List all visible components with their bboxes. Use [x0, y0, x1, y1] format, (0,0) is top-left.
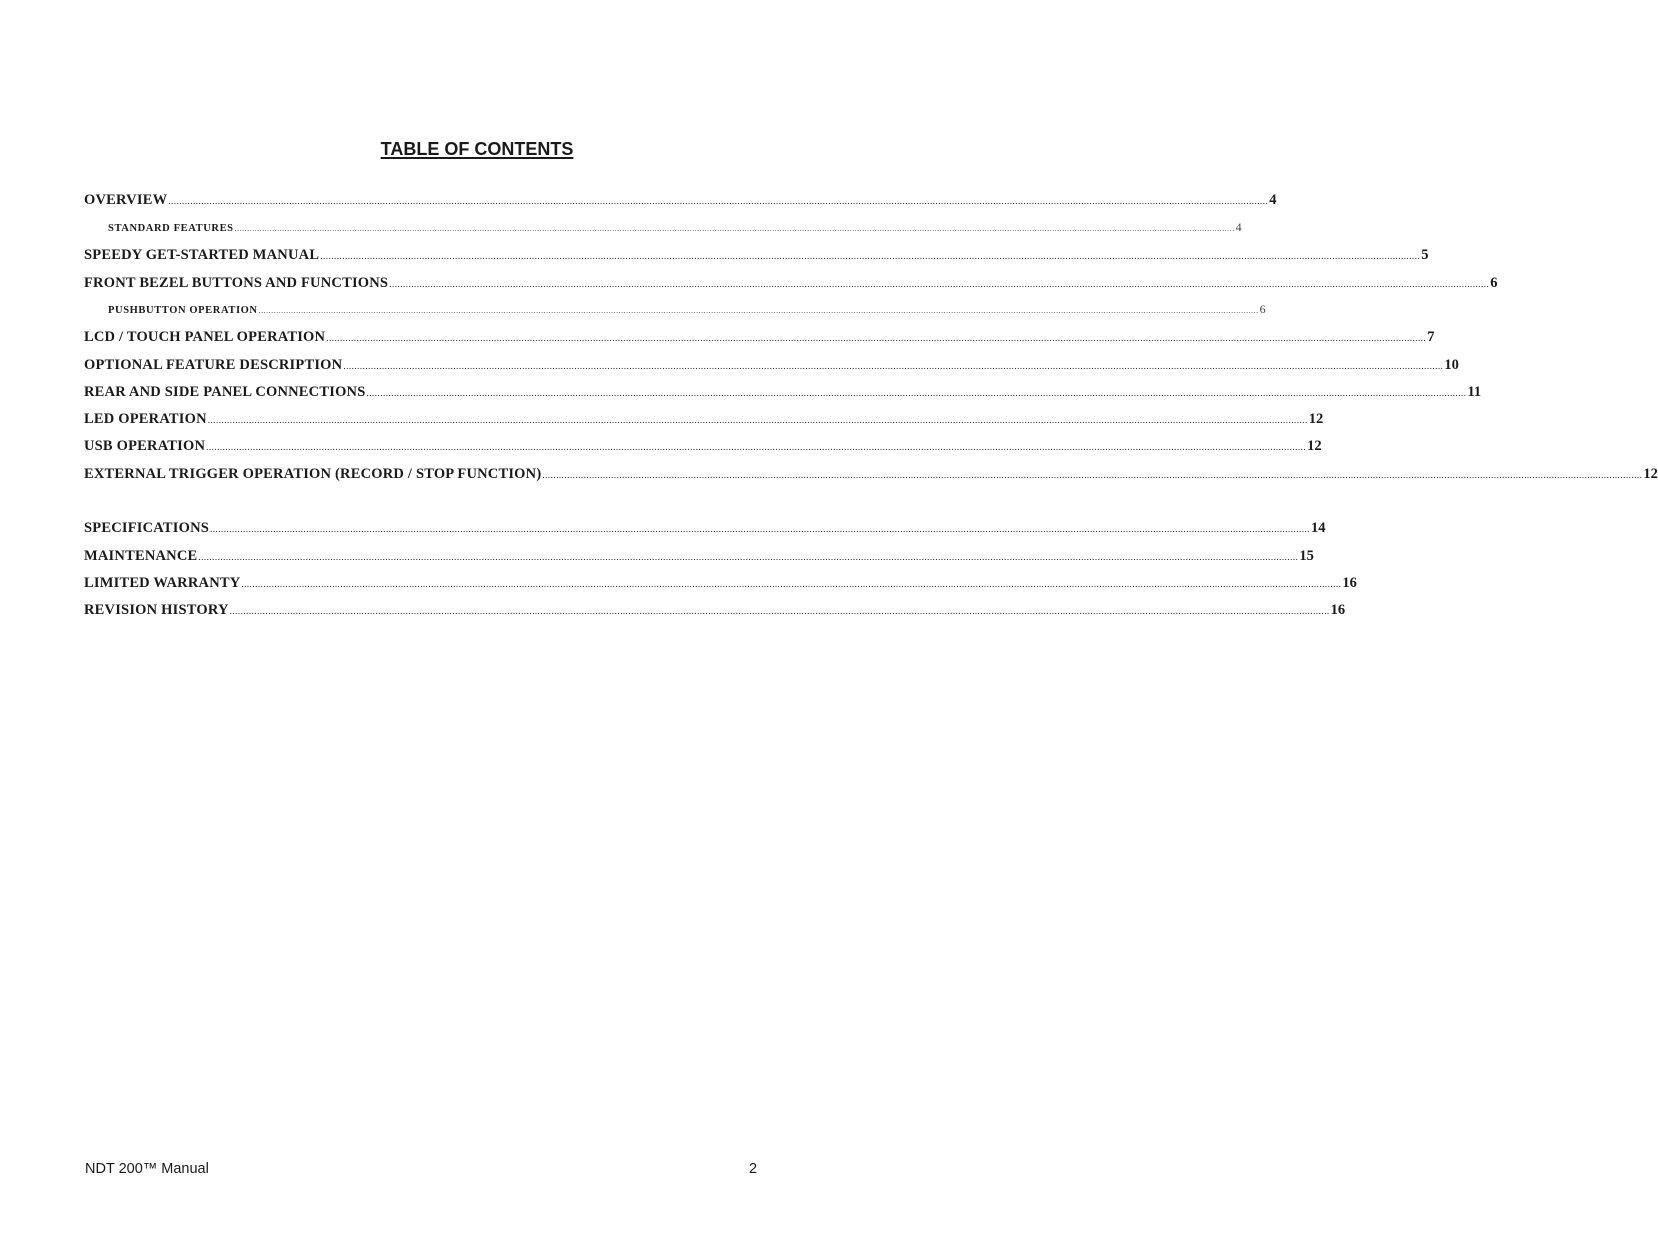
toc-entry-led-operation[interactable] — [84, 411, 1324, 431]
dot-leader: ................................................................................................................................................................................................................................................................................................................................................................................................................ — [198, 552, 1299, 562]
toc-entry-page: 16 — [1342, 575, 1357, 591]
toc-entry-front-bezel[interactable] — [84, 275, 1498, 295]
toc-entry-page: 11 — [1467, 384, 1482, 400]
toc-entry-usb-operation[interactable] — [84, 438, 1322, 458]
toc-entry-label: SPECIFICATIONS — [84, 520, 210, 536]
dot-leader: ................................................................................................................................................................................................................................................................................................................................................................................................................ — [320, 251, 1421, 261]
dot-leader: ................................................................................................................................................................................................................................................................................................................................................................................................................ — [206, 442, 1307, 452]
toc-entry-label: EXTERNAL TRIGGER OPERATION (RECORD / STOP FUNCTION) — [84, 466, 542, 482]
toc-entry-label: SPEEDY GET-STARTED MANUAL — [84, 247, 320, 263]
toc-entry-label: REAR AND SIDE PANEL CONNECTIONS — [84, 384, 366, 400]
toc-entry-standard-features[interactable] — [84, 220, 1242, 240]
toc-entry-page: 6 — [1490, 275, 1498, 291]
toc-entry-page: 4 — [1269, 192, 1277, 208]
toc-entry-page: 12 — [1308, 411, 1324, 427]
dot-leader: ................................................................................................................................................................................................................................................................................................................................................................................................................ — [326, 333, 1427, 343]
toc-entry-page: 10 — [1444, 357, 1459, 373]
toc-entry-pushbutton-operation[interactable] — [84, 302, 1266, 322]
dot-leader: ................................................................................................................................................................................................................................................................................................................................................................................................................ — [258, 306, 1259, 315]
dot-leader: ................................................................................................................................................................................................................................................................................................................................................................................................................ — [389, 279, 1490, 289]
toc-entry-rear-side-panel[interactable] — [84, 384, 1482, 404]
dot-leader: ................................................................................................................................................................................................................................................................................................................................................................................................................ — [229, 606, 1330, 616]
toc-entry-label: OPTIONAL FEATURE DESCRIPTION — [84, 357, 343, 373]
toc-entry-speedy-get-started[interactable] — [84, 247, 1429, 267]
toc-entry-page: 16 — [1330, 602, 1346, 618]
dot-leader: ................................................................................................................................................................................................................................................................................................................................................................................................................ — [343, 361, 1444, 371]
toc-entry-label: FRONT BEZEL BUTTONS AND FUNCTIONS — [84, 275, 389, 291]
toc-entry-lcd-touch-panel[interactable] — [84, 329, 1435, 349]
toc-entry-label: REVISION HISTORY — [84, 602, 229, 618]
toc-entry-maintenance[interactable] — [84, 548, 1314, 568]
toc-entry-overview[interactable] — [84, 192, 1277, 212]
toc-entry-page: 14 — [1311, 520, 1326, 536]
toc-entry-label: LIMITED WARRANTY — [84, 575, 241, 591]
toc-entry-label: OVERVIEW — [84, 192, 168, 208]
footer-page-number: 2 — [749, 1161, 758, 1177]
toc-entry-external-trigger[interactable] — [84, 466, 1658, 486]
dot-leader: ................................................................................................................................................................................................................................................................................................................................................................................................................ — [542, 470, 1643, 480]
toc-entry-limited-warranty[interactable] — [84, 575, 1357, 595]
toc-entry-label: MAINTENANCE — [84, 548, 198, 564]
dot-leader: ................................................................................................................................................................................................................................................................................................................................................................................................................ — [366, 388, 1467, 398]
toc-entry-optional-feature[interactable] — [84, 357, 1459, 377]
toc-entry-label: PUSHBUTTON OPERATION — [108, 305, 258, 316]
dot-leader: ................................................................................................................................................................................................................................................................................................................................................................................................................ — [168, 196, 1269, 206]
dot-leader: ................................................................................................................................................................................................................................................................................................................................................................................................................ — [207, 415, 1308, 425]
toc-entry-page: 12 — [1643, 466, 1658, 482]
toc-entry-page: 4 — [1235, 220, 1242, 234]
toc-heading: TABLE OF CONTENTS — [380, 139, 574, 159]
dot-leader: ................................................................................................................................................................................................................................................................................................................................................................................................................ — [210, 524, 1311, 534]
dot-leader: ................................................................................................................................................................................................................................................................................................................................................................................................................ — [234, 224, 1235, 233]
toc-entry-label: LCD / TOUCH PANEL OPERATION — [84, 329, 326, 345]
dot-leader: ................................................................................................................................................................................................................................................................................................................................................................................................................ — [241, 579, 1342, 589]
toc-entry-revision-history[interactable] — [84, 602, 1346, 622]
toc-entry-label: STANDARD FEATURES — [108, 223, 234, 234]
footer-manual-name: NDT 200™ Manual — [85, 1161, 209, 1177]
toc-entry-page: 15 — [1299, 548, 1314, 564]
toc-entry-label: USB OPERATION — [84, 438, 206, 454]
toc-entry-page: 6 — [1259, 302, 1266, 316]
toc-entry-page: 5 — [1421, 247, 1429, 263]
toc-entry-specifications[interactable] — [84, 520, 1326, 540]
toc-entry-page: 7 — [1427, 329, 1435, 345]
toc-entry-page: 12 — [1307, 438, 1322, 454]
toc-entry-label: LED OPERATION — [84, 411, 207, 427]
